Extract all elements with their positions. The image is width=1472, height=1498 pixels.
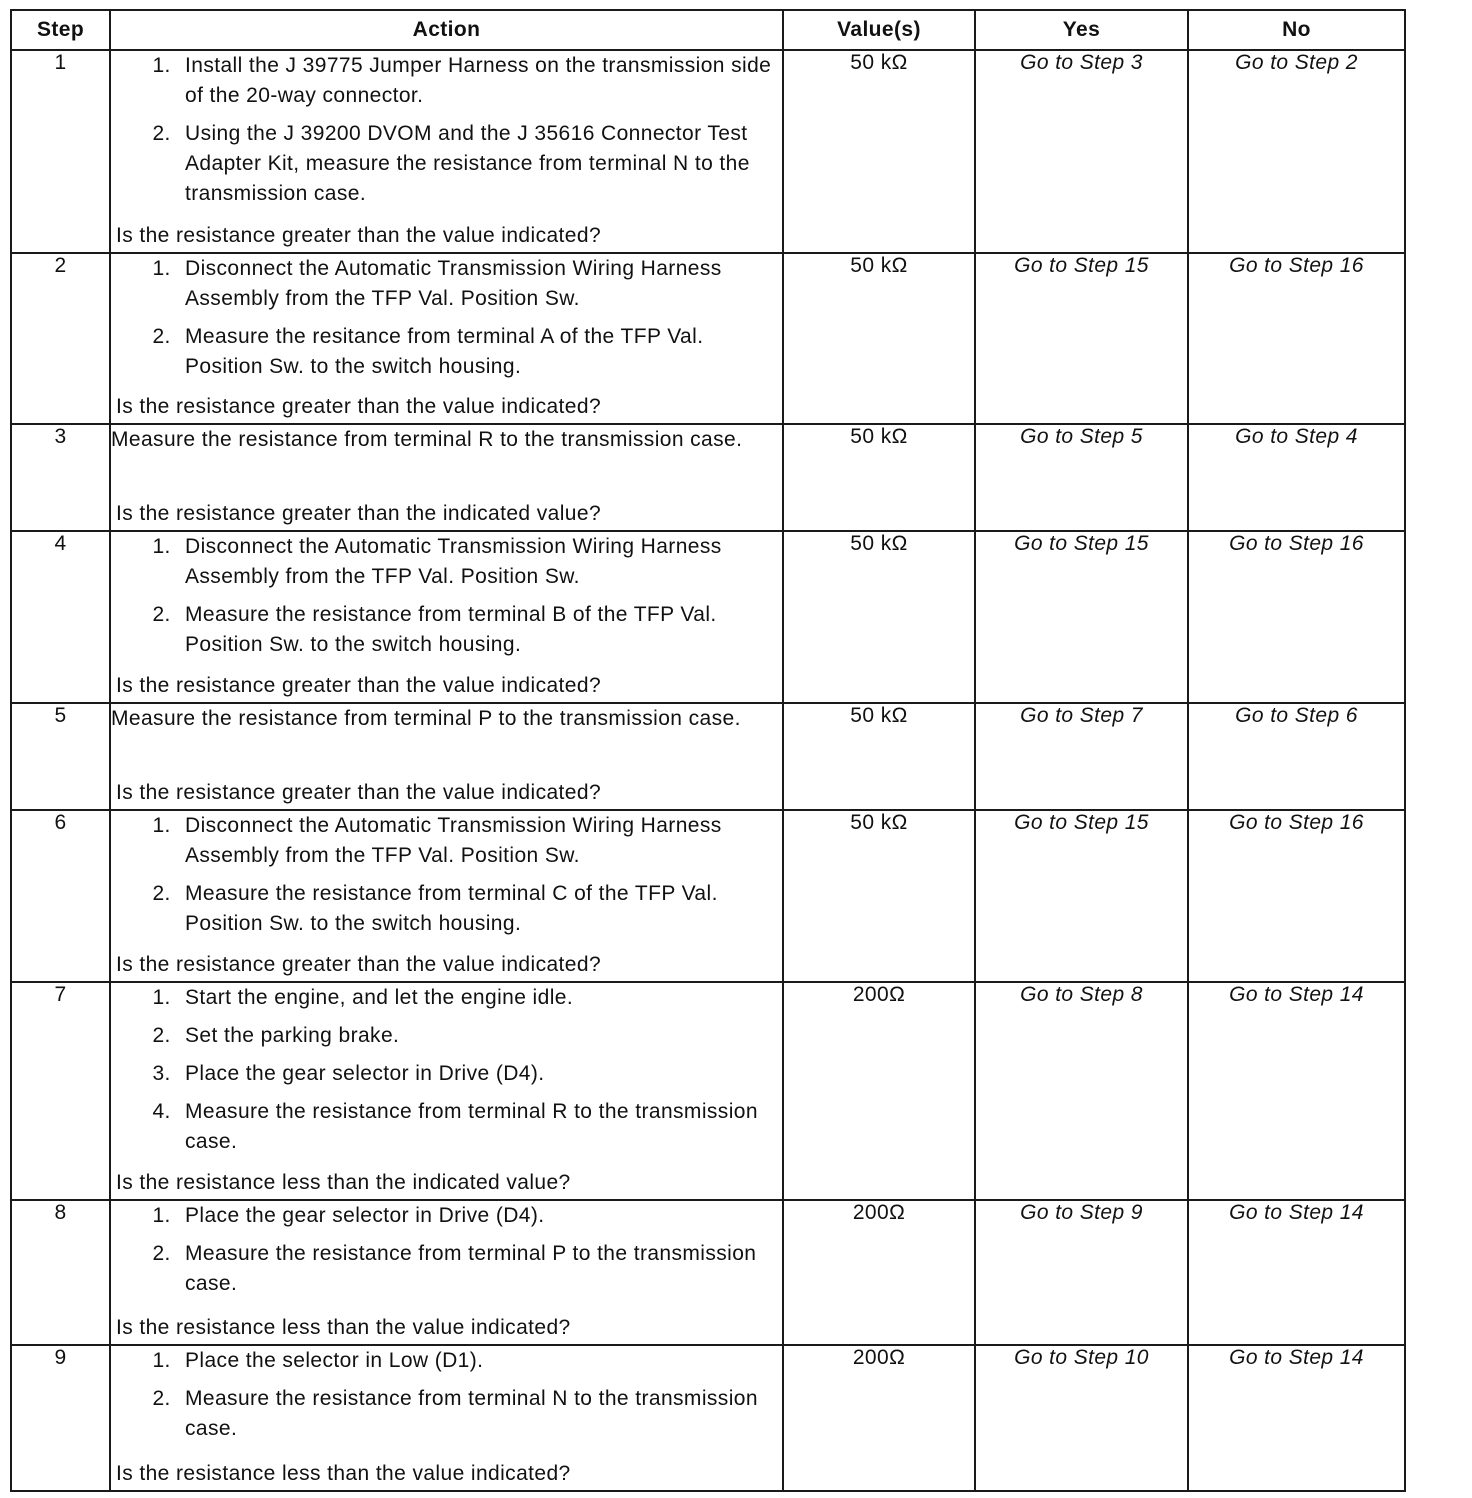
action-cell (110, 424, 783, 531)
yes-result: Go to Step 3 (975, 50, 1188, 253)
action-question: Is the resistance greater than the value indicated? (116, 395, 602, 418)
action-cell (110, 982, 783, 1200)
no-result: Go to Step 2 (1188, 50, 1405, 253)
table-row (11, 253, 1405, 424)
table-row (11, 531, 1405, 703)
action-step: 1. Disconnect the Automatic Transmission Wiring Harness Assembly from the TFP Val. Position Sw. (177, 811, 782, 871)
action-steps-list (111, 1201, 782, 1299)
table-row (11, 50, 1405, 253)
no-result: Go to Step 4 (1188, 424, 1405, 531)
table-row (11, 703, 1405, 810)
action-question: Is the resistance less than the indicated value? (116, 1171, 571, 1194)
action-question: Is the resistance greater than the value indicated? (116, 224, 602, 247)
action-steps-list (111, 1346, 782, 1444)
action-cell (110, 531, 783, 703)
step-number: 2 (11, 253, 110, 424)
action-step: 1. Disconnect the Automatic Transmission Wiring Harness Assembly from the TFP Val. Position Sw. (177, 254, 782, 314)
action-step: 2. Set the parking brake. (177, 1021, 782, 1051)
table-row (11, 1345, 1405, 1491)
yes-result: Go to Step 15 (975, 531, 1188, 703)
value-cell: 50 kΩ (783, 424, 975, 531)
header-step: Step (11, 10, 110, 50)
action-step: 2. Using the J 39200 DVOM and the J 35616 Connector Test Adapter Kit, measure the resistance from terminal N to the transmission case. (177, 119, 782, 209)
action-step: 2. Measure the resitance from terminal A of the TFP Val. Position Sw. to the switch housing. (177, 322, 782, 382)
action-cell (110, 253, 783, 424)
action-step: 2. Measure the resistance from terminal C of the TFP Val. Position Sw. to the switch housing. (177, 879, 782, 939)
table-row (11, 424, 1405, 531)
value-cell: 200Ω (783, 1345, 975, 1491)
no-result: Go to Step 16 (1188, 810, 1405, 982)
header-action: Action (110, 10, 783, 50)
step-number: 6 (11, 810, 110, 982)
action-step: 1. Disconnect the Automatic Transmission Wiring Harness Assembly from the TFP Val. Position Sw. (177, 532, 782, 592)
action-cell (110, 1345, 783, 1491)
no-result: Go to Step 16 (1188, 531, 1405, 703)
header-row (11, 10, 1405, 50)
action-question: Is the resistance less than the value indicated? (116, 1462, 571, 1485)
no-result: Go to Step 14 (1188, 1200, 1405, 1345)
no-result: Go to Step 14 (1188, 1345, 1405, 1491)
table-body (11, 50, 1405, 1491)
action-question: Is the resistance greater than the value indicated? (116, 781, 602, 804)
action-step: 3. Place the gear selector in Drive (D4). (177, 1059, 782, 1089)
action-cell (110, 703, 783, 810)
yes-result: Go to Step 5 (975, 424, 1188, 531)
action-steps-list (111, 811, 782, 939)
diagnostic-table (10, 9, 1406, 1492)
value-cell: 50 kΩ (783, 703, 975, 810)
action-steps-list (111, 51, 782, 209)
step-number: 5 (11, 703, 110, 810)
no-result: Go to Step 14 (1188, 982, 1405, 1200)
step-number: 9 (11, 1345, 110, 1491)
action-cell (110, 50, 783, 253)
action-step: 1. Place the gear selector in Drive (D4). (177, 1201, 782, 1231)
action-steps-list (111, 983, 782, 1157)
header-values: Value(s) (783, 10, 975, 50)
yes-result: Go to Step 7 (975, 703, 1188, 810)
yes-result: Go to Step 15 (975, 253, 1188, 424)
action-question: Is the resistance greater than the indicated value? (116, 502, 602, 525)
action-step: 2. Measure the resistance from terminal P to the transmission case. (177, 1239, 782, 1299)
value-cell: 50 kΩ (783, 253, 975, 424)
header-yes: Yes (975, 10, 1188, 50)
step-number: 4 (11, 531, 110, 703)
action-question: Is the resistance less than the value indicated? (116, 1316, 571, 1339)
action-step: 1. Place the selector in Low (D1). (177, 1346, 782, 1376)
action-cell (110, 1200, 783, 1345)
action-cell (110, 810, 783, 982)
action-question: Is the resistance greater than the value indicated? (116, 674, 602, 697)
table-row (11, 1200, 1405, 1345)
table-row (11, 810, 1405, 982)
action-question: Is the resistance greater than the value indicated? (116, 953, 602, 976)
action-text: Measure the resistance from terminal P to the transmission case. (111, 707, 741, 730)
value-cell: 200Ω (783, 982, 975, 1200)
action-step: 2. Measure the resistance from terminal N to the transmission case. (177, 1384, 782, 1444)
action-steps-list (111, 254, 782, 382)
step-number: 3 (11, 424, 110, 531)
table-row (11, 982, 1405, 1200)
action-step: 1. Start the engine, and let the engine idle. (177, 983, 782, 1013)
action-step: 2. Measure the resistance from terminal B of the TFP Val. Position Sw. to the switch housing. (177, 600, 782, 660)
yes-result: Go to Step 15 (975, 810, 1188, 982)
value-cell: 50 kΩ (783, 531, 975, 703)
action-step: 4. Measure the resistance from terminal R to the transmission case. (177, 1097, 782, 1157)
no-result: Go to Step 6 (1188, 703, 1405, 810)
value-cell: 50 kΩ (783, 810, 975, 982)
header-no: No (1188, 10, 1405, 50)
no-result: Go to Step 16 (1188, 253, 1405, 424)
step-number: 7 (11, 982, 110, 1200)
action-step: 1. Install the J 39775 Jumper Harness on the transmission side of the 20-way connector. (177, 51, 782, 111)
step-number: 1 (11, 50, 110, 253)
action-text: Measure the resistance from terminal R to the transmission case. (111, 428, 743, 451)
yes-result: Go to Step 9 (975, 1200, 1188, 1345)
yes-result: Go to Step 10 (975, 1345, 1188, 1491)
action-steps-list (111, 532, 782, 660)
yes-result: Go to Step 8 (975, 982, 1188, 1200)
step-number: 8 (11, 1200, 110, 1345)
value-cell: 50 kΩ (783, 50, 975, 253)
value-cell: 200Ω (783, 1200, 975, 1345)
